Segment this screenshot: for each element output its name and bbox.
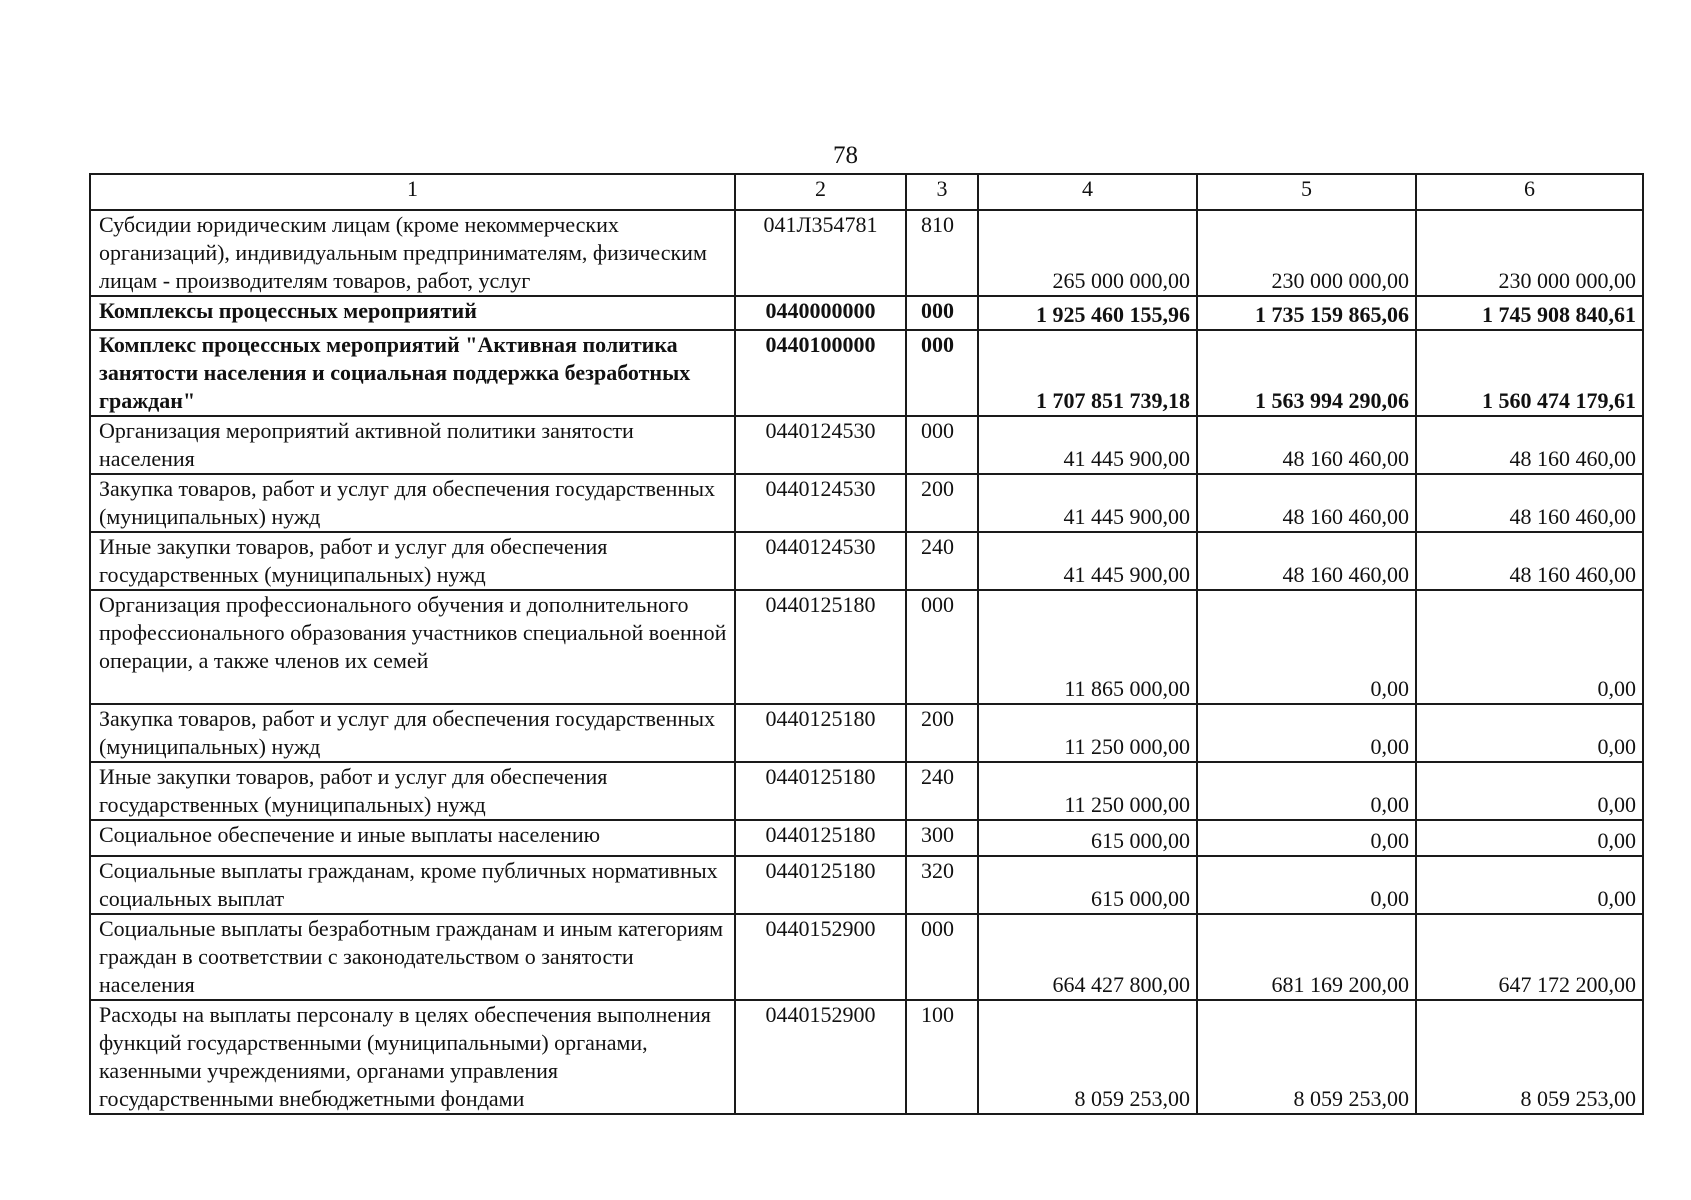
table-row: [90, 416, 1643, 474]
row-amount-6: 48 160 460,00: [1416, 416, 1643, 474]
row-name: Субсидии юридическим лицам (кроме некоммерческих организаций), индивидуальным предпринимателям, физическим лицам - производителям товаров, работ, услуг: [90, 210, 735, 296]
row-amount-4: 664 427 800,00: [978, 914, 1197, 1000]
table-row: [90, 474, 1643, 532]
row-amount-5: 48 160 460,00: [1197, 416, 1416, 474]
row-name: Социальные выплаты гражданам, кроме публичных нормативных социальных выплат: [90, 856, 735, 914]
table-row: [90, 914, 1643, 1000]
row-name: Организация мероприятий активной политики занятости населения: [90, 416, 735, 474]
row-amount-6: 230 000 000,00: [1416, 210, 1643, 296]
row-amount-4: 8 059 253,00: [978, 1000, 1197, 1114]
table-row: [90, 210, 1643, 296]
column-header: 4: [978, 174, 1197, 210]
row-code: 0440100000: [735, 330, 906, 416]
row-code: 0440000000: [735, 296, 906, 330]
row-kind: 200: [906, 704, 978, 762]
table-header-row: [90, 174, 1643, 210]
row-amount-5: 1 563 994 290,06: [1197, 330, 1416, 416]
row-amount-4: 41 445 900,00: [978, 416, 1197, 474]
row-amount-6: 48 160 460,00: [1416, 532, 1643, 590]
row-amount-5: 230 000 000,00: [1197, 210, 1416, 296]
row-amount-5: 0,00: [1197, 762, 1416, 820]
row-amount-5: 48 160 460,00: [1197, 532, 1416, 590]
row-amount-6: 1 745 908 840,61: [1416, 296, 1643, 330]
row-code: 041Л354781: [735, 210, 906, 296]
row-code: 0440152900: [735, 1000, 906, 1114]
row-name: Социальные выплаты безработным гражданам и иным категориям граждан в соответствии с законодательством о занятости населения: [90, 914, 735, 1000]
budget-table: [89, 173, 1644, 1115]
row-name: Организация профессионального обучения и дополнительного профессионального образования участников специальной военной операции, а также членов их семей: [90, 590, 735, 704]
table-row: [90, 704, 1643, 762]
row-kind: 320: [906, 856, 978, 914]
row-kind: 240: [906, 532, 978, 590]
row-amount-6: 0,00: [1416, 820, 1643, 856]
row-code: 0440125180: [735, 762, 906, 820]
row-amount-4: 1 707 851 739,18: [978, 330, 1197, 416]
row-amount-5: 0,00: [1197, 704, 1416, 762]
row-amount-4: 11 250 000,00: [978, 704, 1197, 762]
row-kind: 000: [906, 914, 978, 1000]
row-amount-4: 11 865 000,00: [978, 590, 1197, 704]
column-header: 2: [735, 174, 906, 210]
row-kind: 100: [906, 1000, 978, 1114]
page-number: 78: [833, 142, 858, 169]
row-name: Закупка товаров, работ и услуг для обеспечения государственных (муниципальных) нужд: [90, 704, 735, 762]
row-amount-5: 0,00: [1197, 856, 1416, 914]
row-kind: 300: [906, 820, 978, 856]
row-kind: 000: [906, 296, 978, 330]
row-amount-6: 0,00: [1416, 704, 1643, 762]
row-amount-5: 1 735 159 865,06: [1197, 296, 1416, 330]
row-amount-6: 1 560 474 179,61: [1416, 330, 1643, 416]
row-code: 0440152900: [735, 914, 906, 1000]
table-row: [90, 330, 1643, 416]
row-kind: 000: [906, 330, 978, 416]
column-header: 1: [90, 174, 735, 210]
column-header: 6: [1416, 174, 1643, 210]
row-amount-5: 0,00: [1197, 590, 1416, 704]
row-amount-6: 0,00: [1416, 762, 1643, 820]
row-name: Закупка товаров, работ и услуг для обеспечения государственных (муниципальных) нужд: [90, 474, 735, 532]
row-amount-6: 8 059 253,00: [1416, 1000, 1643, 1114]
row-amount-4: 615 000,00: [978, 856, 1197, 914]
row-amount-4: 41 445 900,00: [978, 532, 1197, 590]
table-row: [90, 856, 1643, 914]
table-row: [90, 532, 1643, 590]
row-name: Иные закупки товаров, работ и услуг для обеспечения государственных (муниципальных) нужд: [90, 762, 735, 820]
table-row: [90, 762, 1643, 820]
row-amount-6: 48 160 460,00: [1416, 474, 1643, 532]
row-code: 0440125180: [735, 704, 906, 762]
table-row: [90, 1000, 1643, 1114]
table-row: [90, 590, 1643, 704]
row-amount-4: 615 000,00: [978, 820, 1197, 856]
row-code: 0440125180: [735, 856, 906, 914]
table-row: [90, 296, 1643, 330]
column-header: 3: [906, 174, 978, 210]
row-code: 0440124530: [735, 416, 906, 474]
row-amount-6: 647 172 200,00: [1416, 914, 1643, 1000]
row-amount-6: 0,00: [1416, 856, 1643, 914]
row-amount-6: 0,00: [1416, 590, 1643, 704]
row-amount-4: 11 250 000,00: [978, 762, 1197, 820]
row-name: Иные закупки товаров, работ и услуг для обеспечения государственных (муниципальных) нужд: [90, 532, 735, 590]
row-name: Социальное обеспечение и иные выплаты населению: [90, 820, 735, 856]
row-code: 0440125180: [735, 590, 906, 704]
row-code: 0440124530: [735, 474, 906, 532]
row-name: Расходы на выплаты персоналу в целях обеспечения выполнения функций государственными (муниципальными) органами, казенными учреждениями, органами управления государственными внебюджетными фондами: [90, 1000, 735, 1114]
row-name: Комплексы процессных мероприятий: [90, 296, 735, 330]
row-code: 0440125180: [735, 820, 906, 856]
row-amount-4: 265 000 000,00: [978, 210, 1197, 296]
row-amount-4: 41 445 900,00: [978, 474, 1197, 532]
row-code: 0440124530: [735, 532, 906, 590]
row-amount-5: 681 169 200,00: [1197, 914, 1416, 1000]
table-row: [90, 820, 1643, 856]
row-kind: 200: [906, 474, 978, 532]
row-amount-4: 1 925 460 155,96: [978, 296, 1197, 330]
row-kind: 810: [906, 210, 978, 296]
row-name: Комплекс процессных мероприятий "Активная политика занятости населения и социальная поддержка безработных граждан": [90, 330, 735, 416]
row-amount-5: 48 160 460,00: [1197, 474, 1416, 532]
row-kind: 000: [906, 416, 978, 474]
row-amount-5: 0,00: [1197, 820, 1416, 856]
row-kind: 240: [906, 762, 978, 820]
row-kind: 000: [906, 590, 978, 704]
column-header: 5: [1197, 174, 1416, 210]
row-amount-5: 8 059 253,00: [1197, 1000, 1416, 1114]
